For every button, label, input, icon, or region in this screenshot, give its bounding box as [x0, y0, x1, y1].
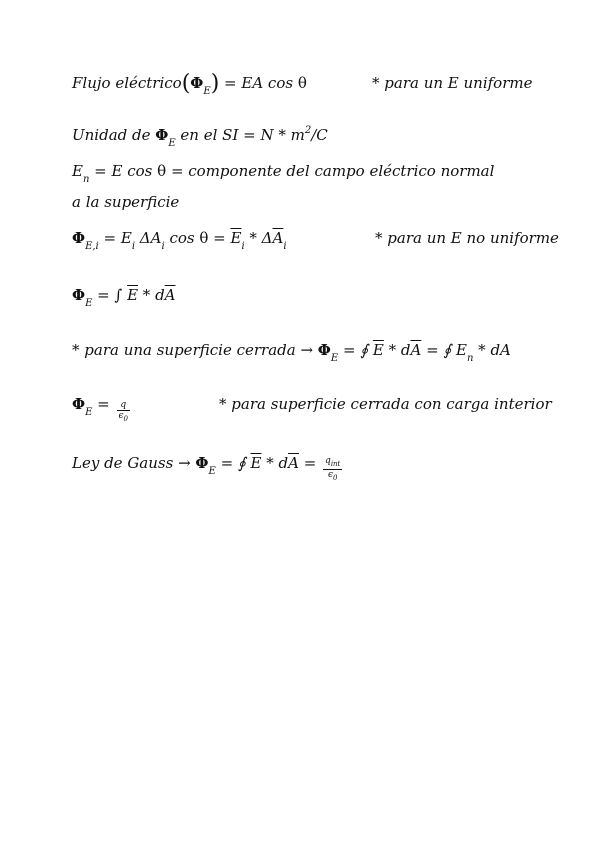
delta-a: ΔA [135, 229, 162, 247]
uniform-field-note: * para un E uniforme [372, 74, 533, 92]
phi-symbol: Φ [155, 126, 169, 144]
a-vector: $\overline{A}$ [288, 454, 299, 472]
fraction-numerator: q [117, 400, 131, 411]
theta-symbol: θ [297, 74, 307, 92]
si-unit-equation [72, 122, 328, 153]
open-paren: ( [181, 71, 191, 96]
nonuniform-flux-equation [72, 229, 287, 256]
cos-label: cos [164, 229, 200, 247]
eq-two: = [208, 229, 231, 247]
eq-e: = E [98, 229, 132, 247]
fraction-denominator [117, 411, 131, 424]
contour-integral: = ∮ [215, 454, 251, 472]
gauss-law-equation [72, 454, 344, 483]
theta-symbol: θ [199, 229, 209, 247]
phi-symbol: Φ [195, 454, 209, 472]
e-vector: $\overline{E}$ [250, 454, 262, 472]
phi-symbol: Φ [72, 286, 86, 304]
phi-symbol: Φ [72, 395, 86, 413]
q-symbol: q [325, 456, 331, 466]
fraction-denominator [323, 470, 342, 483]
subscript-n: n [466, 353, 474, 364]
flux-rhs: = EA cos [219, 74, 298, 92]
subscript-e: E [208, 466, 216, 477]
equals-sign: = [298, 454, 322, 472]
theta-symbol: θ [157, 162, 167, 180]
contour-integral: = ∮ [338, 341, 373, 359]
subscript-e: E [203, 86, 211, 97]
q-subscript: int [330, 460, 341, 468]
subscript-e: E [330, 353, 339, 364]
e-vector: $\overline{E}$ [230, 229, 242, 247]
star-da: * dA [473, 341, 511, 359]
e-vector: $\overline{E}$ [372, 341, 384, 359]
e-vector: $\overline{E}$ [127, 286, 139, 304]
enclosed-charge-equation [72, 395, 132, 424]
gauss-fraction [323, 456, 342, 483]
closed-surface-equation [72, 341, 511, 368]
superscript-2: 2 [304, 125, 312, 136]
flux-definition-equation [72, 71, 307, 101]
gauss-prefix: Ley de Gauss → [72, 454, 196, 472]
en-rest: = componente del campo eléctrico normal [166, 162, 495, 180]
nonuniform-field-note: * para un E no uniforme [375, 229, 559, 247]
normal-component-line2: a la superficie [72, 193, 180, 211]
subscript-i: i [241, 241, 245, 252]
star-d: * d [138, 286, 165, 304]
subscript-e: E [85, 298, 93, 309]
integral-sign: = ∫ [92, 286, 128, 304]
a-vector: $\overline{A}$ [164, 286, 176, 304]
subscript-n: n [82, 174, 90, 185]
unit-middle: en el SI = N * m [175, 126, 305, 144]
enclosed-charge-note: * para superficie cerrada con carga interior [219, 395, 552, 413]
a-vector: $\overline{A}$ [410, 341, 422, 359]
subscript-i: i [161, 241, 165, 252]
normal-component-equation [72, 162, 494, 189]
e-symbol: E [72, 162, 83, 180]
epsilon-symbol: ϵ [327, 470, 333, 480]
a-vector: $\overline{A}$ [272, 229, 284, 247]
unit-prefix: Unidad de [72, 126, 156, 144]
subscript-e: E [168, 138, 176, 149]
subscript-i: i [283, 241, 287, 252]
close-paren: ) [210, 71, 220, 96]
star-d: * d [383, 341, 411, 359]
subscript-e: E [85, 407, 93, 418]
closed-prefix: * para una superficie cerrada → [72, 341, 318, 359]
subscript-ei: E,i [85, 241, 99, 252]
flux-label: Flujo eléctrico [72, 74, 182, 92]
epsilon-subscript: 0 [123, 415, 129, 423]
star-d: * d [261, 454, 289, 472]
phi-symbol: Φ [72, 229, 86, 247]
contour-integral-2: = ∮ E [421, 341, 467, 359]
star-delta: * Δ [244, 229, 273, 247]
epsilon-symbol: ϵ [118, 411, 124, 421]
phi-symbol: Φ [317, 341, 331, 359]
phi-symbol: Φ [190, 74, 204, 92]
subscript-i: i [131, 241, 136, 252]
unit-suffix: /C [311, 126, 328, 144]
en-middle: = E cos [89, 162, 158, 180]
charge-fraction [117, 400, 131, 424]
equals-sign: = [92, 395, 115, 413]
epsilon-subscript: 0 [333, 474, 338, 482]
integral-flux-equation [72, 286, 176, 313]
fraction-numerator [323, 456, 342, 470]
